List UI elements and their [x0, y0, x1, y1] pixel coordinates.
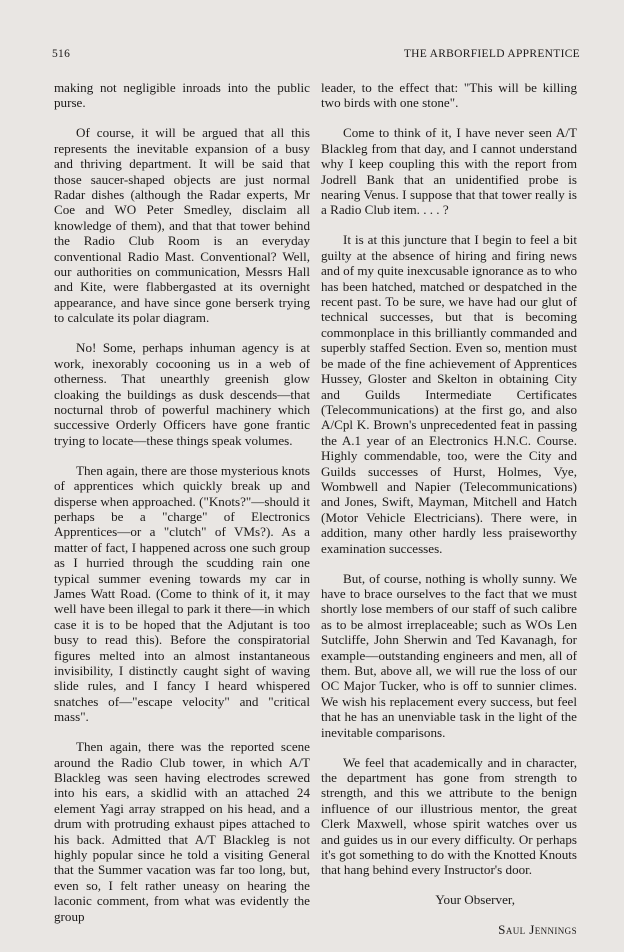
paragraph: leader, to the effect that: "This will be killing two birds with one stone".	[321, 80, 577, 111]
paragraph: Then again, there are those mysterious knots of apprentices which quickly break up and disperse when approached. ("Knots?"—should it perhaps be a "charge" of Electronics Apprentices—or a "clutch" of VMs?). As a matter of fact, I happened across one such group as I hurried through the scudding rain one typical summer evening towards my car in James Watt Road. (Come to think of it, it may well have been illegal to park it there—in which case it is to be hoped that the Adjutant is too busy to read this). Before the conspiratorial figures melted into an almost instantaneous invisibility, I distinctly caught sight of waving slide rules, and I fancy I heard whispered snatches of—"escape velocity" and "critical mass".	[54, 462, 310, 725]
closing-line: Your Observer,	[435, 892, 515, 908]
author-signature: Saul Jennings	[498, 921, 577, 937]
paragraph: No! Some, perhaps inhuman agency is at work, inexorably cocooning us in a web of otherness. That unearthly greenish glow cloaking the buildings as dusk descends—that nocturnal throb of powerful machinery which successive Orderly Officers have gone frantic trying to locate—these things speak volumes.	[54, 340, 310, 448]
left-column	[54, 80, 310, 939]
publication-title: THE ARBORFIELD APPRENTICE	[403, 48, 580, 60]
paragraph: Of course, it will be argued that all this represents the inevitable expansion of a busy and thriving department. It will be said that those saucer-shaped objects are just normal Radar dishes (although the Radar experts, Mr Coe and WO Peter Smedley, disclaim all knowledge of them), and that that tower behind the Radio Club Room is an everyday conventional Radio Mast. Conventional? Well, our authorities on communication, Messrs Hall and Kite, were flabbergasted at its overnight appearance, and have since gone berserk trying to calculate its polar diagram.	[54, 125, 310, 326]
page-number: 516	[52, 48, 71, 60]
paragraph: Then again, there was the reported scene around the Radio Club tower, in which A/T Blackleg was seen having electrodes screwed into his ears, a skidlid with an attached 24 element Yagi array strapped on his head, and a drum with protruding exhaust pipes attached to his back. Admitted that A/T Blackleg is not highly popular since he told a visiting General that the Summer vacation was far too long, but, even so, I felt rather uneasy on hearing the laconic comment, from what was evidently the group	[54, 739, 310, 924]
paragraph: making not negligible inroads into the public purse.	[54, 80, 310, 111]
paragraph: It is at this juncture that I begin to feel a bit guilty at the absence of hiring and firing news and of my quite inexcusable ignorance as to who has been hatched, matched or despatched in the recent past. To be sure, we have had our glut of technical successes, but that is becoming commonplace in this brilliantly commanded and superbly staffed Section. Even so, mention must be made of the fine achievement of Apprentices Hussey, Gloster and Skelton in obtaining City and Guilds Intermediate Certificates (Telecommunications) at the first go, and also A/Cpl K. Brown's unprecedented feat in passing the A.1 year of an Electronics H.N.C. Course. Highly commendable, too, were the City and Guilds successes of Hurst, Holmes, Vye, Wombwell and Napier (Telecommunications) and Jones, Swift, Mayman, Mitchell and Hatch (Motor Vehicle Electricians). There were, in addition, many other hardly less praiseworthy examination successes.	[321, 232, 577, 556]
paragraph: Come to think of it, I have never seen A/T Blackleg from that day, and I cannot understand why I keep coupling this with the report from Jodrell Bank that an unidentified probe is nearing Venus. I suppose that that tower really is a Radio Club item. . . . ?	[321, 125, 577, 218]
right-column	[321, 80, 577, 952]
paragraph: But, of course, nothing is wholly sunny. We have to brace ourselves to the fact that we must shortly lose members of our staff of such calibre as to be almost irreplaceable; such as WOs Len Sutcliffe, John Sherwin and Ted Kavanagh, for example—outstanding engineers and men, all of them. But, above all, we will rue the loss of our OC Major Tucker, who is off to sunnier climes. We wish his replacement every success, but feel that he has an unenviable task in the light of the inevitable comparisons.	[321, 570, 577, 740]
paragraph: We feel that academically and in character, the department has gone from strength to strength, and this we attribute to the benign influence of our illustrious mentor, the great Clerk Maxwell, whose spirit watches over us and guides us in our every difficulty. Or perhaps it's got something to do with the Knotted Knouts that hang behind every Instructor's door.	[321, 754, 577, 878]
